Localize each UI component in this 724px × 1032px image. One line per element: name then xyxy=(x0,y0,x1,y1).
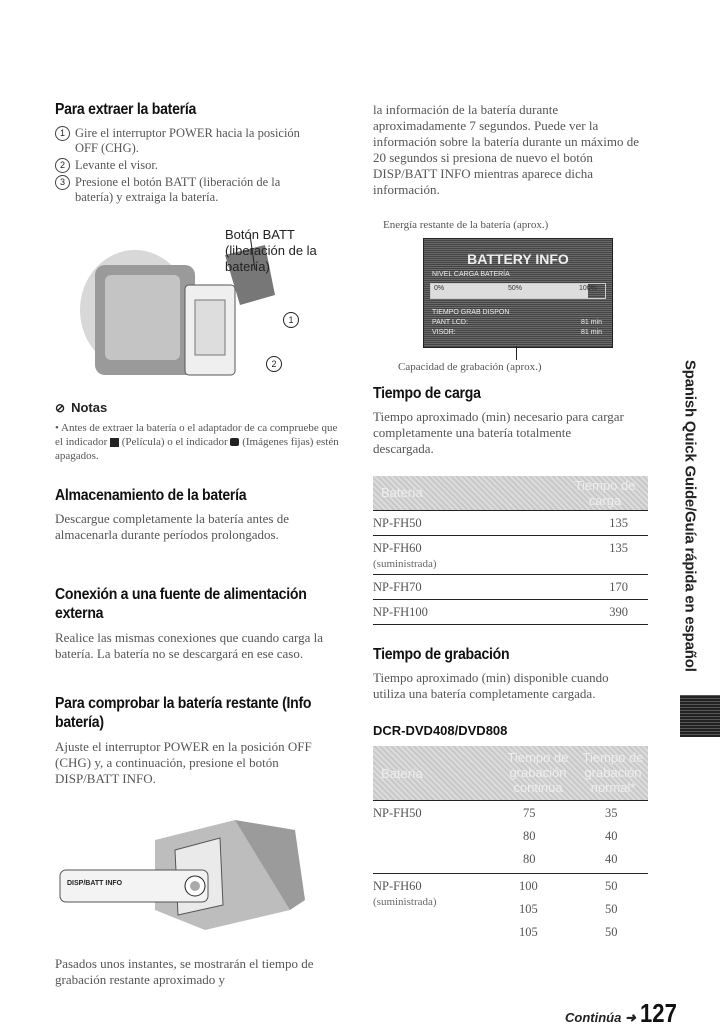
table-row: NP-FH60 (suministrada) 135 xyxy=(373,536,648,575)
screen-row-lcd: PANT LCD: 81 min xyxy=(432,319,602,326)
rec-table-header: Batería Tiempo de grabación continua Tiempo de grabación normal* xyxy=(373,746,648,801)
notes-icon: ⊘ xyxy=(55,401,66,415)
heading-comprobar: Para comprobar la batería restante (Info batería) xyxy=(55,695,312,731)
heading-extraer-bateria: Para extraer la batería xyxy=(55,101,197,118)
notes-heading: ⊘ Notas xyxy=(55,400,108,415)
callout-1: 1 xyxy=(283,312,299,328)
comprobar-text: Ajuste el interruptor POWER en la posición OFF (CHG) y, a continuación, presione el botón DISP/BATT INFO. xyxy=(55,739,312,786)
notes-text: • Antes de extraer la batería o el adaptador de ca compruebe que el indicador (Película) o el indicador (Imágenes fijas) estén apagados. xyxy=(55,422,339,462)
tiempo-carga-text: Tiempo aproximado (min) necesario para cargar completamente una batería totalmente descargada. xyxy=(373,409,624,456)
battery-info-screen xyxy=(423,238,613,348)
table-row: NP-FH60 (suministrada) 100 50 105 50 105 50 xyxy=(373,879,618,939)
figure-caption-capacity: Capacidad de grabación (aprox.) xyxy=(398,361,542,373)
heading-tiempo-grabacion: Tiempo de grabación xyxy=(373,646,510,663)
disp-batt-info-button-label: DISP/BATT INFO xyxy=(67,880,123,887)
still-indicator-icon xyxy=(230,438,239,446)
figure-label-batt-button: Botón BATT (liberación de la batería) xyxy=(225,227,317,274)
table-row: NP-FH70 170 xyxy=(373,575,648,600)
heading-conexion: Conexión a una fuente de alimentación externa xyxy=(55,586,307,622)
battery-info-text: la información de la batería durante aproximadamente 7 segundos. Puede ver la información sobre la batería durante un máximo de 20 segundos si presiona de nuevo el botón DISP/BATT INFO mientras aparece dicha información. xyxy=(373,102,640,197)
figure-caption-energy: Energía restante de la batería (aprox.) xyxy=(383,219,549,231)
tail-text: Pasados unos instantes, se mostrarán el tiempo de grabación restante aproximado y xyxy=(55,956,314,987)
movie-indicator-icon xyxy=(110,438,119,447)
table-row: NP-FH100 390 xyxy=(373,600,648,625)
table-row: NP-FH50 135 xyxy=(373,511,648,536)
screen-level-label: NIVEL CARGA BATERÍA xyxy=(432,271,510,278)
steps-list xyxy=(55,126,305,205)
screen-title: BATTERY INFO xyxy=(467,251,569,267)
step-2: 2 Levante el visor. xyxy=(55,158,305,173)
conexion-text: Realice las mismas conexiones que cuando carga la batería. La batería no se descargará en ese caso. xyxy=(55,630,323,661)
callout-2: 2 xyxy=(266,356,282,372)
charge-table-header: Batería Tiempo de carga xyxy=(373,476,648,511)
heading-tiempo-carga: Tiempo de carga xyxy=(373,385,481,402)
pct-100: 100% xyxy=(579,285,597,292)
table-row: NP-FH50 75 35 80 40 80 40 xyxy=(373,801,648,874)
camcorder-lcd-illustration xyxy=(55,810,315,940)
model-name: DCR-DVD408/DVD808 xyxy=(373,723,508,738)
charge-time-table xyxy=(373,476,648,625)
pct-50: 50% xyxy=(508,285,523,292)
side-tab-marker xyxy=(680,695,720,737)
step-1: 1 Gire el interruptor POWER hacia la posición OFF (CHG). xyxy=(55,126,305,156)
caption-leader-line xyxy=(516,346,517,360)
tiempo-grabacion-text: Tiempo aproximado (min) disponible cuando utiliza una batería completamente cargada. xyxy=(373,670,609,701)
heading-almacenamiento: Almacenamiento de la batería xyxy=(55,487,247,504)
pct-0: 0% xyxy=(434,285,445,292)
arrow-right-icon: ➜ xyxy=(624,1010,636,1025)
recording-time-table xyxy=(373,746,648,946)
almacenamiento-text: Descargue completamente la batería antes de almacenarla durante períodos prolongados. xyxy=(55,511,290,542)
page-number: 127 xyxy=(640,998,677,1028)
side-tab-language: Spanish Quick Guide/Guía rápida en español xyxy=(681,360,699,672)
step-3: 3 Presione el botón BATT (liberación de la batería) y extraiga la batería. xyxy=(55,175,305,205)
continua-label: Continúa ➜ xyxy=(565,1010,636,1025)
screen-rec-label: TIEMPO GRAB DISPON xyxy=(432,309,510,316)
screen-row-visor: VISOR: 81 min xyxy=(432,329,602,336)
